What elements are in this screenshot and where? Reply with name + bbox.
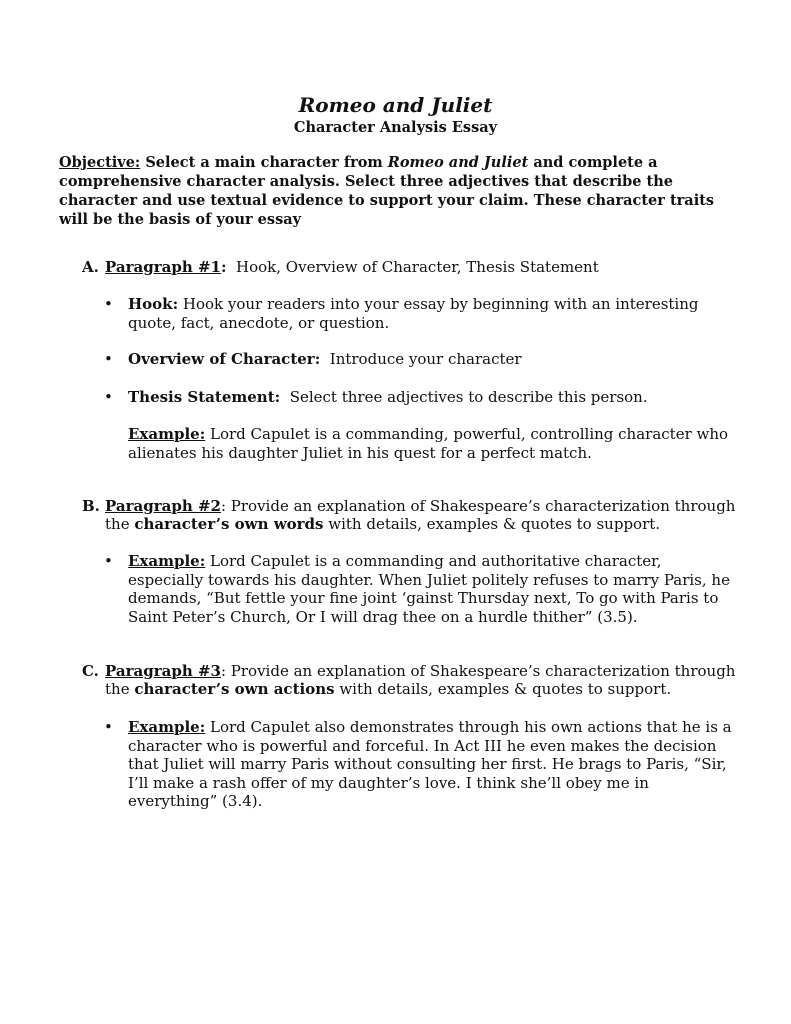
document-subtitle: Character Analysis Essay bbox=[293, 119, 498, 136]
section-c-bold-phrase: character’s own actions bbox=[134, 680, 335, 698]
bullet-icon: • bbox=[104, 350, 113, 368]
section-a-colon: : bbox=[220, 258, 227, 276]
objective-label: Objective: bbox=[59, 154, 141, 171]
section-b-letter: B. bbox=[82, 497, 100, 515]
bullet-icon: • bbox=[104, 388, 113, 406]
objective-paragraph bbox=[59, 153, 739, 229]
thesis-label: Thesis Statement: bbox=[128, 388, 281, 406]
bullet-icon: • bbox=[104, 295, 113, 313]
section-b-title: Paragraph #2 bbox=[105, 497, 221, 515]
bullet-hook bbox=[104, 295, 740, 332]
bullet-icon: • bbox=[104, 552, 113, 570]
section-b-example-text: Lord Capulet is a commanding and authoritative character, especially towards his daughter. When Juliet politely refuses to marry Paris, he demands, “But fettle your fine joint ‘gainst Thursday next, To go with Paris to Saint Peter’s Church, Or I will drag thee on a hurdle thither” (3.5). bbox=[128, 552, 730, 626]
section-b-text-after: with details, examples & quotes to support. bbox=[323, 515, 661, 533]
section-c-example-text: Lord Capulet also demonstrates through his own actions that he is a character who is powerful and forceful. In Act III he even makes the decision that Juliet will marry Paris without consulting her first. He brags to Paris, “Sir, I’ll make a rash offer of my daughter’s love. I think she’ll obey me in everything” (3.4). bbox=[128, 718, 732, 810]
thesis-text: Select three adjectives to describe this person. bbox=[280, 388, 648, 406]
bullet-thesis bbox=[104, 388, 740, 407]
objective-text-before: Select a main character from bbox=[140, 154, 388, 171]
bullet-section-c-example bbox=[104, 718, 740, 811]
section-a-heading bbox=[82, 258, 742, 276]
section-b-example-label: Example: bbox=[128, 552, 206, 570]
section-a-example bbox=[128, 425, 740, 462]
hook-label: Hook: bbox=[128, 295, 179, 313]
section-c-letter: C. bbox=[82, 662, 99, 680]
section-c-title: Paragraph #3 bbox=[105, 662, 221, 680]
section-a-title: Paragraph #1 bbox=[105, 258, 221, 276]
objective-italic-title: Romeo and Juliet bbox=[387, 154, 529, 171]
section-c-example-label: Example: bbox=[128, 718, 206, 736]
section-b-heading bbox=[82, 497, 742, 533]
overview-text: Introduce your character bbox=[320, 350, 522, 368]
bullet-section-b-example bbox=[104, 552, 740, 626]
bullet-icon: • bbox=[104, 718, 113, 736]
section-a-text: Hook, Overview of Character, Thesis Statement bbox=[226, 258, 599, 276]
section-b-bold-phrase: character’s own words bbox=[134, 515, 324, 533]
hook-text: Hook your readers into your essay by beginning with an interesting quote, fact, anecdote, or question. bbox=[128, 295, 699, 332]
section-a-example-label: Example: bbox=[128, 425, 206, 443]
section-a-example-text: Lord Capulet is a commanding, powerful, controlling character who alienates his daughter Juliet in his quest for a perfect match. bbox=[128, 425, 729, 462]
document-title: Romeo and Juliet bbox=[298, 93, 493, 117]
objective-text-after: and complete a comprehensive character analysis. Select three adjectives that describe the character and use textual evidence to support your claim. These character traits will be the basis of your essay bbox=[59, 154, 715, 228]
section-a-letter: A. bbox=[82, 258, 99, 276]
bullet-overview bbox=[104, 350, 740, 369]
section-c-text-after: with details, examples & quotes to support. bbox=[334, 680, 672, 698]
section-c-text-before: : Provide an explanation of Shakespeare’s characterization through the bbox=[105, 662, 736, 698]
overview-label: Overview of Character: bbox=[128, 350, 321, 368]
section-c-heading bbox=[82, 662, 742, 698]
section-b-text-before: : Provide an explanation of Shakespeare’s characterization through the bbox=[105, 497, 736, 533]
